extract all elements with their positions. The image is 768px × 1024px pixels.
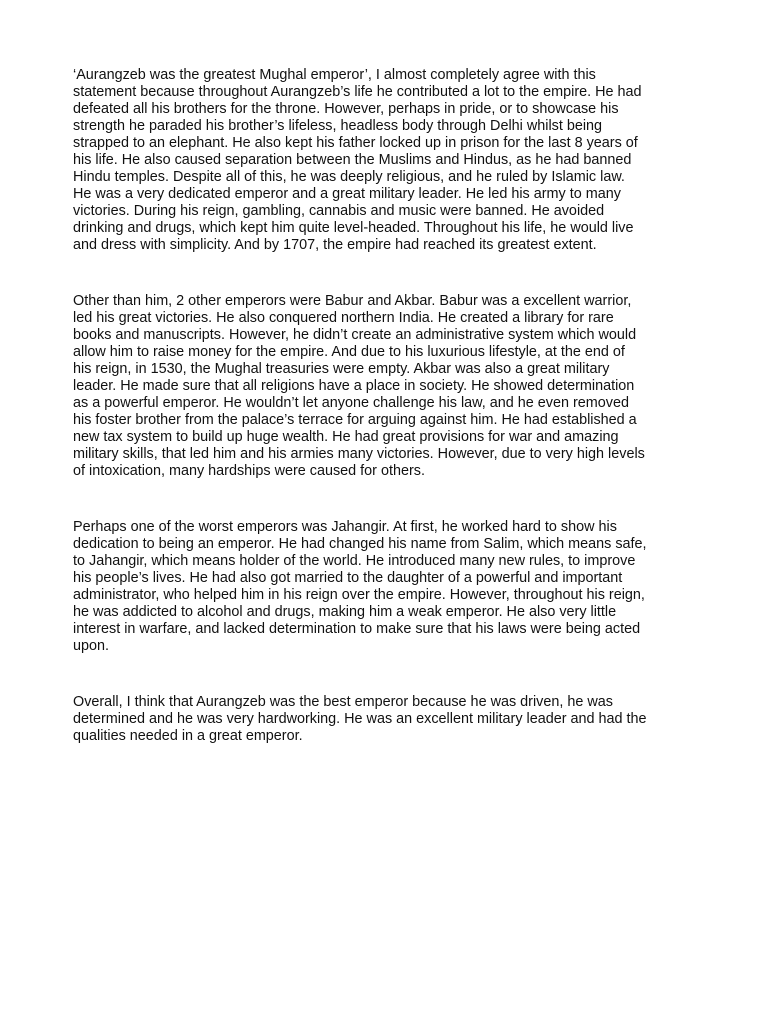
paragraph-intro-aurangzeb: ‘Aurangzeb was the greatest Mughal emperor’, I almost completely agree with this statement because throughout Aurangzeb’s life he contributed a lot to the empire. He had defeated all his brothers for the throne. However, perhaps in pride, or to showcase his strength he paraded his brother’s lifeless, headless body through Delhi whilst being strapped to an elephant. He also kept his father locked up in prison for the last 8 years of his life. He also caused separation between the Muslims and Hindus, as he had banned Hindu temples. Despite all of this, he was deeply religious, and he ruled by Islamic law. He was a very dedicated emperor and a great military leader. He led his army to many victories. During his reign, gambling, cannabis and music were banned. He avoided drinking and drugs, which kept him quite level-headed. Throughout his life, he would live and dress with simplicity. And by 1707, the empire had reached its greatest extent. [73, 67, 642, 253]
paragraph-babur-akbar: Other than him, 2 other emperors were Babur and Akbar. Babur was a excellent warrior, led his great victories. He also conquered northern India. He created a library for rare books and manuscripts. However, he didn’t create an administrative system which would allow him to raise money for the empire. And due to his luxurious lifestyle, at the end of his reign, in 1530, the Mughal treasuries were empty. Akbar was also a great military leader. He made sure that all religions have a place in society. He showed determination as a powerful emperor. He wouldn’t let anyone challenge his law, and he even removed his foster brother from the palace’s terrace for arguing against him. He had established a new tax system to build up huge wealth. He had great provisions for war and amazing military skills, that led him and his armies many victories. However, due to very high levels of intoxication, many hardships were caused for others. [73, 293, 645, 479]
paragraph-conclusion: Overall, I think that Aurangzeb was the best emperor because he was driven, he was determined and he was very hardworking. He was an excellent military leader and had the qualities needed in a great emperor. [73, 694, 647, 744]
paragraph-jahangir: Perhaps one of the worst emperors was Jahangir. At first, he worked hard to show his dedication to being an emperor. He had changed his name from Salim, which means safe, to Jahangir, which means holder of the world. He introduced many new rules, to improve his people’s lives. He had also got married to the daughter of a powerful and important administrator, who helped him in his reign over the empire. However, throughout his reign, he was addicted to alcohol and drugs, making him a weak emperor. He also very little interest in warfare, and lacked determination to make sure that his laws were being acted upon. [73, 519, 647, 654]
document-body [73, 67, 705, 784]
